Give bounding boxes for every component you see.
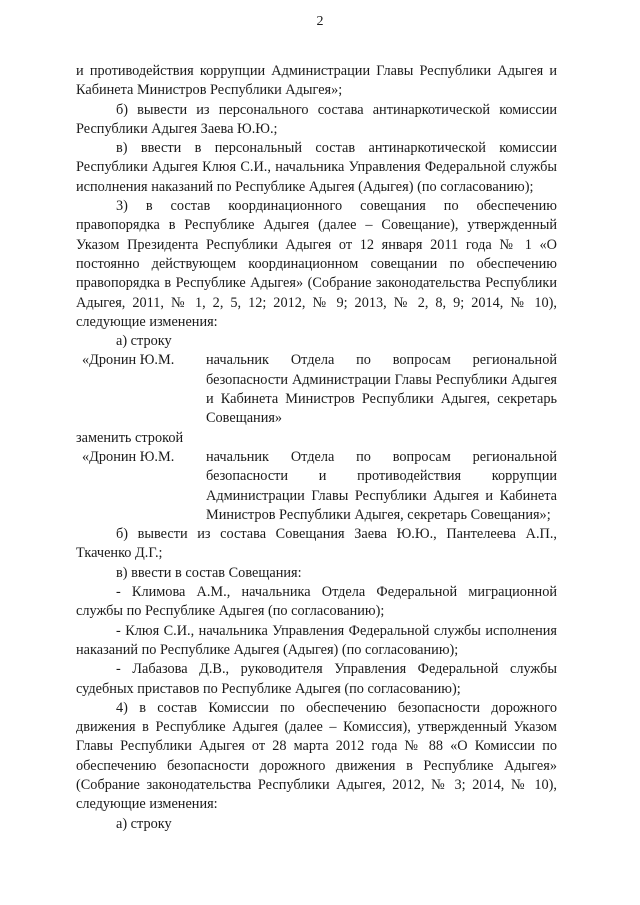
member-row-new <box>76 448 557 525</box>
paragraph-line-a-last: а) строку <box>116 815 172 832</box>
paragraph-replace: заменить строкой <box>76 429 184 446</box>
member-description: начальник Отдела по вопросам региональной безопасности Администрации Главы Республики Адыгея и Кабинета Министров Республики Адыгея, секретарь Совещания» <box>206 352 557 427</box>
list-item-klyuy: - Клюя С.И., начальника Управления Федеральной службы исполнения наказаний по Республике Адыгея (Адыгея) (по согласованию); <box>76 622 557 658</box>
member-name: «Дронин Ю.М. <box>82 352 175 369</box>
list-item-labazov: - Лабазова Д.В., руководителя Управления Федеральной службы судебных приставов по Республике Адыгея (по согласованию); <box>76 661 557 697</box>
paragraph-continuation: и противодействия коррупции Администрации Главы Республики Адыгея и Кабинета Министров Республики Адыгея»; <box>76 63 557 99</box>
paragraph-item-b-remove: б) вывести из персонального состава антинаркотической комиссии Республики Адыгея Заева Ю.Ю.; <box>76 101 557 137</box>
document-body <box>76 62 557 834</box>
member-description: начальник Отдела по вопросам региональной безопасности и противодействия коррупции Администрации Главы Республики Адыгея и Кабинета Министров Республики Адыгея, секретарь Совещания»; <box>206 448 557 523</box>
member-name: «Дронин Ю.М. <box>82 448 175 465</box>
member-row-old <box>76 351 557 428</box>
paragraph-item-b-remove-meeting: б) вывести из состава Совещания Заева Ю.Ю., Пантелеева А.П., Ткаченко Д.Г.; <box>76 526 557 562</box>
list-item-klimov: - Климова А.М., начальника Отдела Федеральной миграционной службы по Республике Адыгея (по согласованию); <box>76 584 557 620</box>
paragraph-line-a: а) строку <box>116 333 172 350</box>
page-number: 2 <box>316 14 324 29</box>
paragraph-item-4: 4) в состав Комиссии по обеспечению безопасности дорожного движения в Республике Адыгея (далее – Комиссия), утвержденный Указом Главы Республики Адыгея от 28 марта 2012 года № 88 «О Комиссии по обеспечению безопасности дорожного движения в Республике Адыгея» (Собрание законодательства Республики Адыгея, 2012, № 3; 2014, № 10), следующие изменения: <box>76 699 557 813</box>
paragraph-item-v-add-meeting: в) ввести в состав Совещания: <box>116 564 302 581</box>
paragraph-item-v-add: в) ввести в персональный состав антинаркотической комиссии Республики Адыгея Клюя С.И., начальника Управления Федеральной службы исполнения наказаний по Республике Адыгея (Адыгея) (по согласованию); <box>76 140 557 195</box>
paragraph-item-3: 3) в состав координационного совещания по обеспечению правопорядка в Республике Адыгея (далее – Совещание), утвержденный Указом Президента Республики Адыгея от 12 января 2011 года № 1 «О постоянно действующем координационном совещании по обеспечению правопорядка в Республике Адыгея» (Собрание законодательства Республики Адыгея, 2011, № 1, 2, 5, 12; 2012, № 9; 2013, № 2, 8, 9; 2014, № 10), следующие изменения: <box>76 198 557 330</box>
